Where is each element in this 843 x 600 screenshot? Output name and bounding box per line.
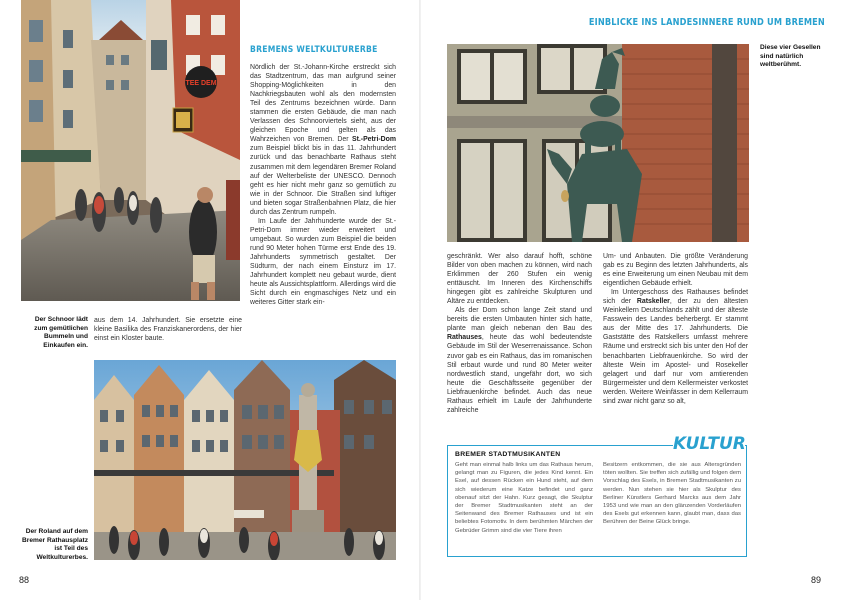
box-text-col-2: Besitzern entkommen, die sie aus Altersgründen töten wollten. Sie treffen sich zufällig und folgen dem Vorschlag des Esels, in Bremen Stadtmusikanten zu werden. Nun stehen sie hier als Skulptur des Berliner Künstlers Gerhard Marcks aus dem Jahr 1953 und wie man an den glänzenden Vorderläufen des Esels gut erkennen kann, glaubt man, dass das Berühren der Beine Glück bringe. [603,462,741,526]
stadtmusikanten-photo [447,44,749,242]
text-column-1 [447,252,592,415]
schnoor-street-image [21,0,240,301]
paragraph: Um- und Anbauten. Die größte Veränderung gab es zu Beginn des letzten Jahrhunderts, als es eine Erweiterung um einen Neubau mit dem eigentlichen Gebäude erhielt. [603,253,748,288]
roland-caption: Der Roland auf dem Bremer Rathausplatz ist Teil des Weltkulturerbes. [22,528,88,561]
stadtmusikanten-caption: Diese vier Gesellen sind natürlich weltberühmt. [760,44,821,69]
text-column-right [250,63,396,307]
roland-square-image [94,360,396,560]
page-number-left: 88 [19,575,30,585]
page-number-right: 89 [811,575,822,585]
paragraph: Im Untergeschoss des Rathauses befindet sich der Ratskeller, der zu den ältesten Weinkellern Deutschlands zählt und der älteste Fasswein des Landes beherbergt. Er stammt aus der Mitte des 17. Jahrhunderts. Die Gaststätte des Ratskellers umfasst mehrere Räume und erstreckt sich bis unter den Hof der benachbarten Liebfrauenkirche. So wird der älteste Wein im Apostel- und Rosekeller gelagert und darf nur vom amtierenden Bürgermeister und dem Kellermeister verkostet werden. Weitere Weinfässer in dem Kellerraum sind zwar nicht ganz so alt, [603,289,748,405]
roland-square-photo [94,360,396,560]
paragraph: Als der Dom schon lange Zeit stand und bereits die ersten Umbauten hinter sich hatte, plante man gleich nebenan den Bau des Rathauses, heute das wohl bedeutendste Gebäude im Stil der Weserrenaissance. Schon zuvor gab es ein Rathaus, das im romanischen Stil erbaut wurde und rund 80 Meter weiter nordwestlich stand, ungefähr dort, wo sich heute die Geschäftsseite gegenüber der Liebfrauenkirche befindet. Auch das neue Rathaus erhielt im Laufe der Jahrhunderte zahlreiche [447,307,592,414]
text-column-left-bottom: aus dem 14. Jahrhundert. Sie ersetzte eine kleine Basilika des Franziskanerordens, der hier einst ein Kloster baute. [94,317,242,343]
left-page [0,0,421,600]
section-heading-weltkulturerbe: BREMENS WELTKULTURERBE [250,45,378,55]
kultur-label: KULTUR [673,434,746,454]
schnoor-caption: Der Schnoor lädt zum gemütlichen Bummeln und Einkaufen ein. [34,316,88,349]
running-head: EINBLICKE INS LANDESINNERE RUND UM BREMEN [588,17,825,28]
box-text-col-1: Geht man einmal halb links um das Rathaus herum, gelangt man zu Figuren, die jedes Kind kennt. Ein Esel, auf dessen Rücken ein Hund steht, auf dem sich wiederum eine Katze befindet und ganz obenauf sitzt der Hahn. Kurz gesagt, die Skulptur der Bremer Stadtmusikanten steht an der Seitenwand des Bremer Rathauses und ist ein beliebtes Fotomotiv. In dem berühmten Märchen der Gebrüder Grimm sind die vier Tiere ihren [455,462,593,534]
paragraph: Nördlich der St.-Johann-Kirche erstreckt sich das Stadtzentrum, das man aufgrund seiner Shopping-Möglichkeiten in den Nachkriegsbauten wohl als den modernsten Teil des Zentrums bezeichnen würde. Dann stammen die ersten Gebäude, die man nach Verlassen des Schnoorviertels sieht, aus der gleichen Epoche und gelten als das Wahrzeichen von Bremen. Der St.-Petri-Dom zum Beispiel blickt bis in das 11. Jahrhundert zurück und das benachbarte Rathaus steht zusammen mit dem legendären Bremer Roland auf der Welterbeliste der UNESCO. Dennoch geht es hier nicht mehr ganz so gemütlich zu wie in der Schnoor. Die Straßen sind luftiger und bieten sogar Straßenbahnen Platz, die hier durch das Zentrum rumpeln. [250,64,396,216]
text-column-2 [603,252,748,406]
stadtmusikanten-image [447,44,749,242]
shop-sign-text: TEE DEM [185,80,217,87]
schnoor-street-photo [21,0,240,301]
paragraph: Im Laufe der Jahrhunderte wurde der St.-Petri-Dom immer wieder erweitert und umgebaut. So wurden zum Beispiel die beiden rund 90 Meter hohen Türme erst Ende des 19. Jahrhunderts symmetrisch gestaltet. Der Südturm, der nach einem Einsturz im 17. Jahrhundert komplett neu gebaut wurde, dient heute als Aussichtsplattform. Allerdings wird die Sicht durch ein engmaschiges Netz und ein weiteres Gitter stark ein- [250,217,396,307]
paragraph: geschränkt. Wer also darauf hofft, schöne Bilder von oben machen zu können, wird nach Erklimmen der 260 Stufen ein wenig enttäuscht. Im Inneren des Kirchenschiffs hingegen gibt es zahlreiche Skulpturen und Altäre zu entdecken. [447,253,592,306]
box-title: BREMER STADTMUSIKANTEN [455,451,561,458]
